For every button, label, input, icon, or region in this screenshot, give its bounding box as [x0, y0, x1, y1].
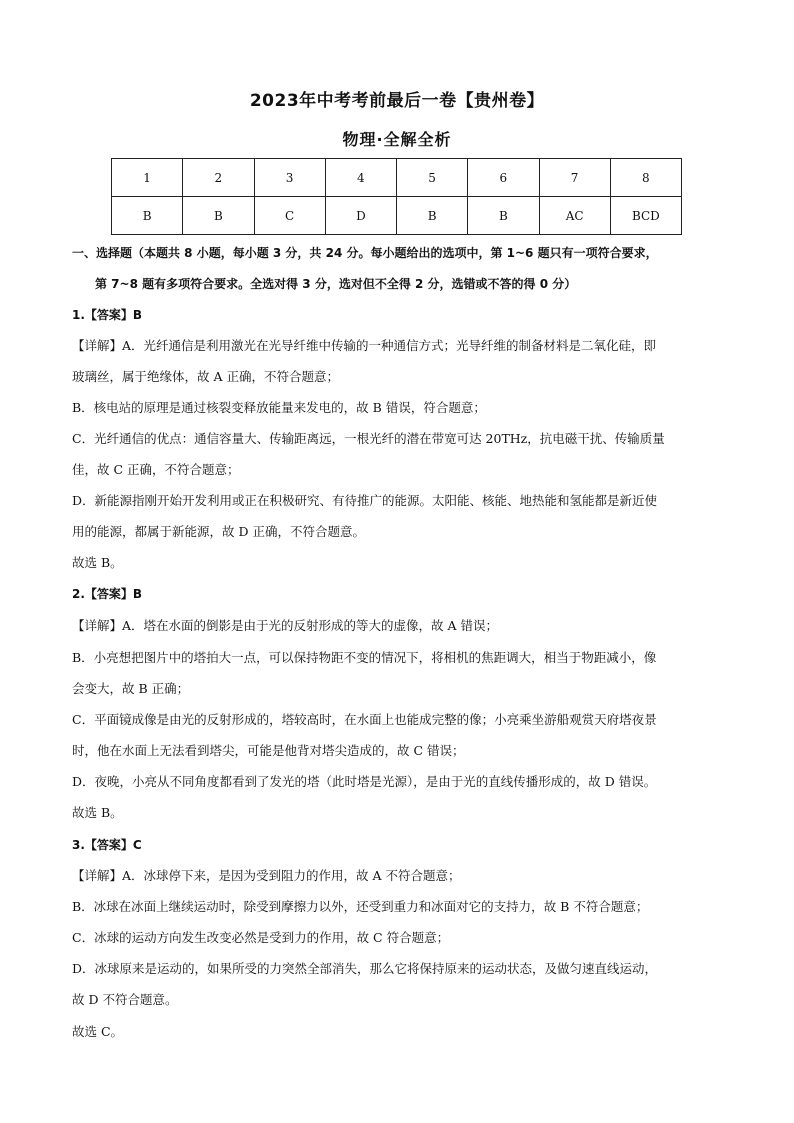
q1-line: 玻璃丝，属于绝缘体，故 A 正确，不符合题意； [72, 369, 339, 384]
q1-answer: 1.【答案】B [72, 308, 143, 322]
q1-line: 【详解】A．光纤通信是利用激光在光导纤维中传输的一种通信方式；光导纤维的制备材料是二氧化硅，即 [72, 338, 657, 353]
table-cell: BCD [610, 197, 681, 235]
page-title: 2023年中考考前最后一卷【贵州卷】 [249, 91, 545, 111]
table-cell: 7 [539, 159, 610, 197]
q3-line: B．冰球在冰面上继续运动时，除受到摩擦力以外，还受到重力和冰面对它的支持力，故 B 不符合题意； [72, 899, 649, 914]
table-cell: 5 [397, 159, 468, 197]
section-heading-cont: 第 7~8 题有多项符合要求。全选对得 3 分，选对但不全得 2 分，选错或不答的得 0 分） [95, 277, 577, 291]
table-cell: AC [539, 197, 610, 235]
q2-conclusion: 故选 B。 [72, 805, 123, 820]
table-cell: B [468, 197, 539, 235]
q1-line: 佳，故 C 正确，不符合题意； [72, 462, 240, 477]
q3-conclusion: 故选 C。 [72, 1024, 124, 1039]
q3-answer: 3.【答案】C [72, 838, 142, 852]
q1-line: B．核电站的原理是通过核裂变释放能量来发电的，故 B 错误，符合题意； [72, 400, 486, 415]
table-cell: B [397, 197, 468, 235]
q2-line: B．小亮想把图片中的塔拍大一点，可以保持物距不变的情况下，将相机的焦距调大，相当于物距减小，像 [72, 650, 657, 665]
q3-line: C．冰球的运动方向发生改变必然是受到力的作用，故 C 符合题意； [72, 930, 450, 945]
table-cell: 6 [468, 159, 539, 197]
table-cell: C [254, 197, 325, 235]
q2-line: C．平面镜成像是由光的反射形成的，塔较高时，在水面上也能成完整的像；小亮乘坐游船观赏天府塔夜景 [72, 712, 657, 727]
table-cell: 4 [325, 159, 396, 197]
answer-table-answer-row [112, 197, 682, 235]
q3-line: 故 D 不符合题意。 [72, 992, 178, 1007]
table-cell: 8 [610, 159, 681, 197]
q2-line: 【详解】A．塔在水面的倒影是由于光的反射形成的等大的虚像，故 A 错误； [72, 618, 499, 633]
q1-line: C．光纤通信的优点：通信容量大、传输距离远，一根光纤的潜在带宽可达 20THz，抗电磁干扰、传输质量 [72, 431, 665, 446]
section-heading: 一、选择题（本题共 8 小题，每小题 3 分，共 24 分。每小题给出的选项中，第 1~6 题只有一项符合要求， [72, 246, 658, 260]
table-cell: 3 [254, 159, 325, 197]
answer-table-number-row [112, 159, 682, 197]
q1-line: 用的能源，都属于新能源，故 D 正确，不符合题意。 [72, 524, 365, 539]
q2-answer: 2.【答案】B [72, 587, 143, 601]
table-cell: B [112, 197, 183, 235]
q3-line: D．冰球原来是运动的，如果所受的力突然全部消失，那么它将保持原来的运动状态，及做匀速直线运动， [72, 961, 658, 976]
q1-conclusion: 故选 B。 [72, 555, 123, 570]
q2-line: D．夜晚，小亮从不同角度都看到了发光的塔（此时塔是光源），是由于光的直线传播形成的，故 D 错误。 [72, 774, 657, 789]
table-cell: B [183, 197, 254, 235]
q1-line: D．新能源指刚开始开发利用或正在积极研究、有待推广的能源。太阳能、核能、地热能和氢能都是新近使 [72, 493, 658, 508]
table-cell: 2 [183, 159, 254, 197]
table-cell: D [325, 197, 396, 235]
table-cell: 1 [112, 159, 183, 197]
q2-line: 时，他在水面上无法看到塔尖，可能是他背对塔尖造成的，故 C 错误； [72, 743, 465, 758]
q2-line: 会变大，故 B 正确； [72, 681, 190, 696]
q3-line: 【详解】A．冰球停下来，是因为受到阻力的作用，故 A 不符合题意； [72, 868, 461, 883]
answer-table [111, 158, 682, 235]
page-subtitle: 物理·全解全析 [342, 130, 452, 149]
